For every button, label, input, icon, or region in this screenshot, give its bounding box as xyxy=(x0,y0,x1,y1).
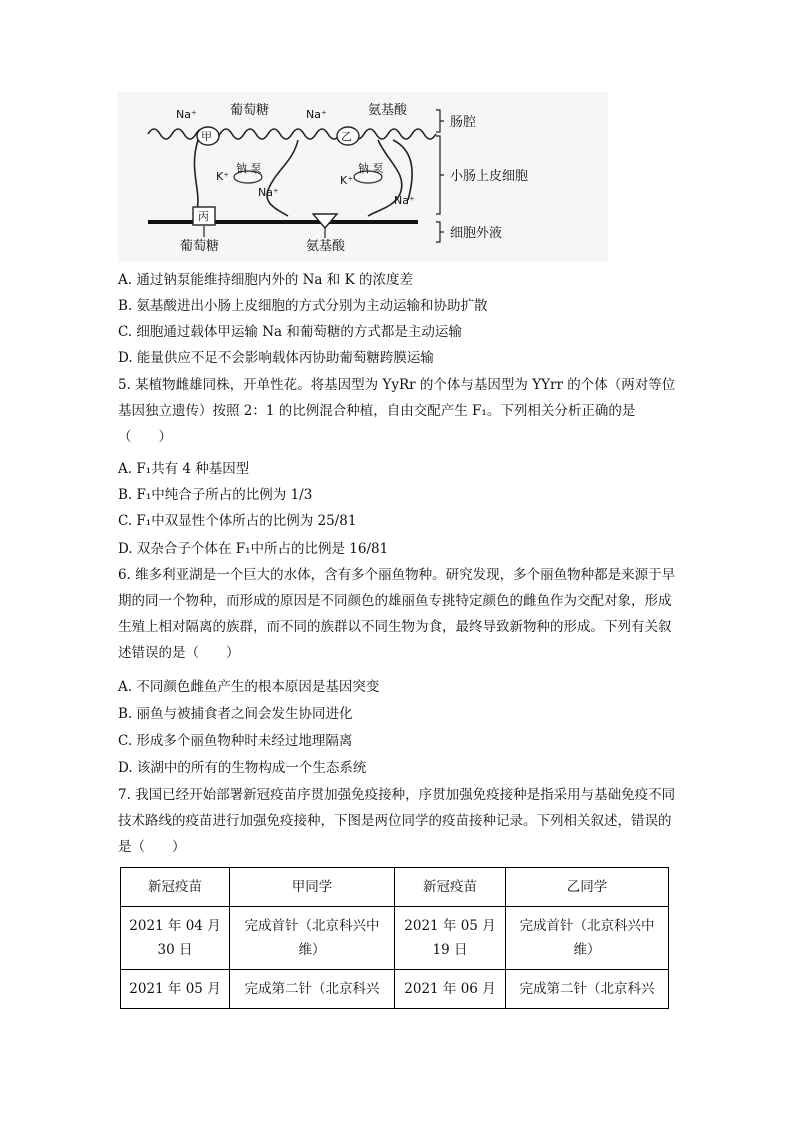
q7-stem: 7. 我国已经开始部署新冠疫苗序贯加强免疫接种，序贯加强免疫接种是指采用与基础免疫不同技术路线的疫苗进行加强免疫接种，下图是两位同学的疫苗接种记录。下列相关叙述，错误的是（ ） xyxy=(118,787,676,855)
k-plus-label-2: K⁺ xyxy=(340,174,354,187)
na-plus-label-1: Na⁺ xyxy=(176,108,197,121)
na-plus-label-3: Na⁺ xyxy=(258,186,279,199)
q6-option-c: C. 形成多个丽鱼物种时未经过地理隔离 xyxy=(118,733,353,749)
amino-top-label: 氨基酸 xyxy=(368,103,408,118)
na-plus-label-4: Na⁺ xyxy=(394,194,415,207)
glucose-bottom-label: 葡萄糖 xyxy=(180,239,220,254)
na-plus-label-2: Na⁺ xyxy=(306,108,327,121)
k-plus-label-1: K⁺ xyxy=(216,170,230,183)
table-row xyxy=(121,907,669,970)
q5-option-a: A. F₁共有 4 种基因型 xyxy=(118,461,250,477)
q4-option-d: D. 能量供应不足不会影响载体丙协助葡萄糖跨膜运输 xyxy=(118,350,434,366)
glucose-top-label: 葡萄糖 xyxy=(230,103,270,118)
q6-option-a: A. 不同颜色雌鱼产生的根本原因是基因突变 xyxy=(118,679,380,695)
amino-bottom-label: 氨基酸 xyxy=(306,239,346,254)
table-cell: 完成第二针（北京科兴 xyxy=(230,970,395,1009)
table-cell: 2021 年 06 月 xyxy=(395,970,506,1009)
pump-label-2: 钠 泵 xyxy=(358,162,384,175)
region-cell-label: 小肠上皮细胞 xyxy=(450,169,529,184)
table-cell: 完成首针（北京科兴中维） xyxy=(230,907,395,970)
region-ecf-label: 细胞外液 xyxy=(450,226,503,241)
table-header-cell: 新冠疫苗 xyxy=(121,868,230,907)
q5-option-c: C. F₁中双显性个体所占的比例为 25/81 xyxy=(118,513,357,529)
q4-option-c: C. 细胞通过载体甲运输 Na 和葡萄糖的方式都是主动运输 xyxy=(118,324,462,340)
carrier-jia-label: 甲 xyxy=(201,130,212,143)
q5-option-b: B. F₁中纯合子所占的比例为 1/3 xyxy=(118,487,313,503)
q5-option-d: D. 双杂合子个体在 F₁中所占的比例是 16/81 xyxy=(118,541,389,557)
table-header-row xyxy=(121,868,669,907)
table-header-cell: 新冠疫苗 xyxy=(395,868,506,907)
table-cell: 完成首针（北京科兴中维） xyxy=(506,907,669,970)
transport-diagram xyxy=(118,92,608,262)
q4-option-b: B. 氨基酸进出小肠上皮细胞的方式分别为主动运输和协助扩散 xyxy=(118,298,488,314)
transport-diagram-svg xyxy=(118,92,608,262)
pump-label-1: 钠 泵 xyxy=(236,162,262,175)
table-header-cell: 甲同学 xyxy=(230,868,395,907)
q6-option-d: D. 该湖中的所有的生物构成一个生态系统 xyxy=(118,760,367,776)
vaccination-table xyxy=(120,867,669,1009)
table-header-cell: 乙同学 xyxy=(506,868,669,907)
table-row xyxy=(121,970,669,1009)
q5-stem: 5. 某植物雌雄同株，开单性花。将基因型为 YyRr 的个体与基因型为 YYrr 的个体（两对等位基因独立遗传）按照 2：1 的比例混合种植，自由交配产生 F₁。下列相关分析正确的是（ ） xyxy=(118,377,676,445)
q6-option-b: B. 丽鱼与被捕食者之间会发生协同进化 xyxy=(118,706,353,722)
table-cell: 完成第二针（北京科兴 xyxy=(506,970,669,1009)
region-lumen-label: 肠腔 xyxy=(450,115,477,130)
table-cell: 2021 年 05 月 19 日 xyxy=(395,907,506,970)
table-cell: 2021 年 04 月 30 日 xyxy=(121,907,230,970)
table-cell: 2021 年 05 月 xyxy=(121,970,230,1009)
q6-stem: 6. 维多利亚湖是一个巨大的水体，含有多个丽鱼物种。研究发现，多个丽鱼物种都是来源于早期的同一个物种，而形成的原因是不同颜色的雄丽鱼专挑特定颜色的雌鱼作为交配对象，形成生殖上相对隔离的族群，而不同的族群以不同生物为食，最终导致新物种的形成。下列有关叙述错误的是（ ） xyxy=(118,567,676,661)
carrier-yi-label: 乙 xyxy=(341,130,352,143)
carrier-bing-label: 丙 xyxy=(198,210,209,223)
q4-option-a: A. 通过钠泵能维持细胞内外的 Na 和 K 的浓度差 xyxy=(118,272,413,288)
